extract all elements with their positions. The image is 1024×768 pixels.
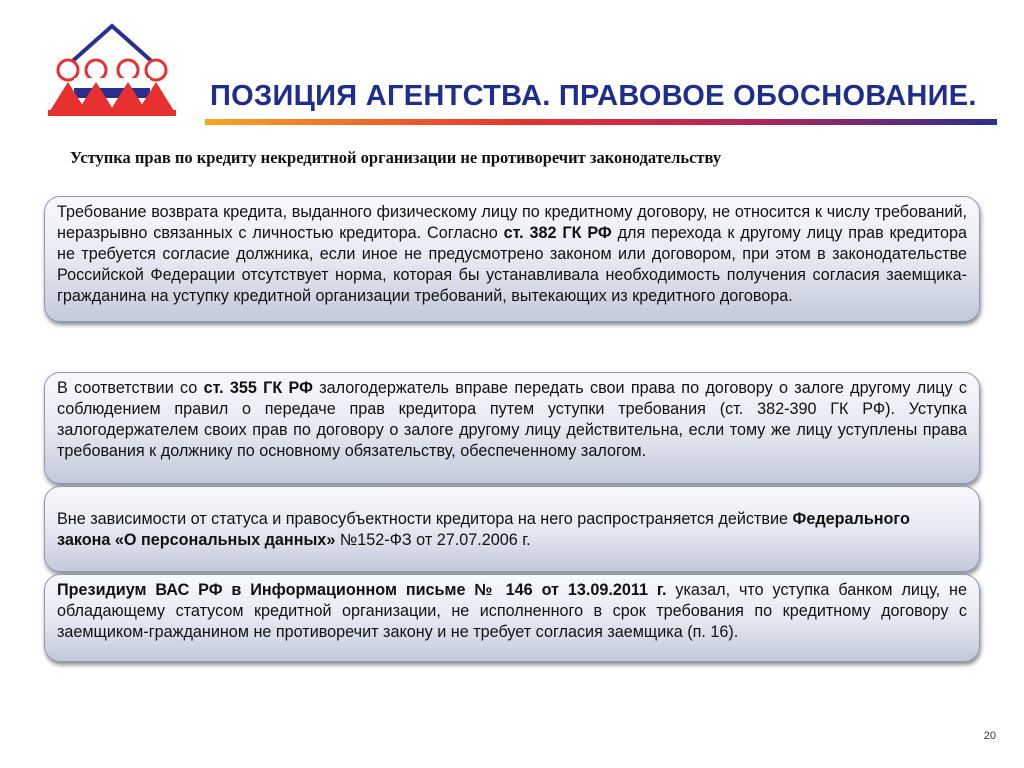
box-bold-text: Президиум ВАС РФ в Информационном письме № 146 от 13.09.2011 г.: [57, 581, 667, 599]
box-text: Вне зависимости от статуса и правосубъектности кредитора на него распространяется действие: [57, 510, 793, 528]
box-text: указал, что уступка банком лицу, не обладающему статусом кредитной организации, не исполненного в срок требования по кредитному договору с заемщиком-гражданином не противоречит закону и не требует согласия заемщика (п. 16).: [57, 581, 967, 641]
title-underline: [205, 119, 997, 125]
box-text: для перехода к другому лицу прав кредитора не требуется согласие должника, если иное не предусмотрено законом или договором, при этом в законодательстве Российской Федерации отсутствует норма, которая бы устанавливала необходимость получения согласия заемщика-гражданина на уступку кредитной организации требований, вытекающих из кредитного договора.: [57, 224, 967, 305]
box-text: №152-ФЗ от 27.07.2006 г.: [335, 531, 531, 549]
box-text: В соответствии со: [57, 379, 204, 397]
box-text: залогодержатель вправе передать свои права по договору о залоге другому лицу с соблюдением правил о передаче прав кредитора путем уступки требования (ст. 382-390 ГК РФ). Уступка залогодержателем своих прав по договору о залоге другому лицу действительна, если тому же лицу уступлены права требования к должнику по основному обязательству, обеспеченному залогом.: [57, 379, 968, 460]
box-bold-text: Федерального закона «О персональных данных»: [57, 510, 910, 549]
text-box-presidium: [44, 574, 980, 662]
text-box-credit-assignment: [44, 196, 980, 322]
text-box-pledge: [44, 372, 980, 484]
box-bold-text: ст. 382 ГК РФ: [503, 224, 612, 242]
box-bold-text: ст. 355 ГК РФ: [203, 379, 313, 397]
agency-people-logo-icon: [44, 22, 184, 122]
page-title: ПОЗИЦИЯ АГЕНТСТВА. ПРАВОВОЕ ОБОСНОВАНИЕ.: [210, 80, 977, 112]
text-box-personal-data: [44, 486, 980, 572]
page-number: 20: [983, 730, 996, 742]
box-text: Требование возврата кредита, выданного физическому лицу по кредитному договору, не относится к числу требований, неразрывно связанных с личностью кредитора. Согласно: [57, 203, 967, 242]
page-subtitle: Уступка прав по кредиту некредитной организации не противоречит законодательству: [70, 148, 722, 167]
